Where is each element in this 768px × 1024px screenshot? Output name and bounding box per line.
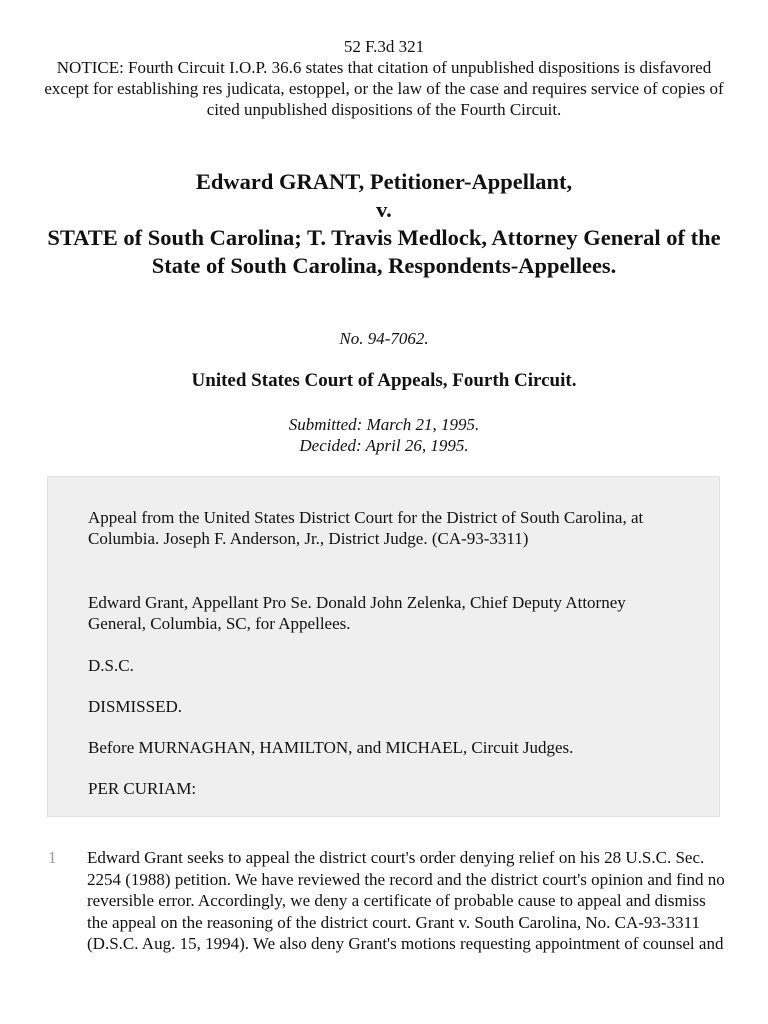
counsel-text: Edward Grant, Appellant Pro Se. Donald John Zelenka, Chief Deputy Attorney General, Columbia, SC, for Appellees. <box>88 593 626 633</box>
court-name: United States Court of Appeals, Fourth Circuit. <box>191 370 577 391</box>
per-curiam-label: PER CURIAM: <box>88 779 197 798</box>
versus-label: v. <box>376 197 392 222</box>
appellant-name: Edward GRANT, Petitioner-Appellant, <box>195 169 573 194</box>
unpublished-notice: NOTICE: Fourth Circuit I.O.P. 36.6 states that citation of unpublished dispositions is disfavored except for establishing res judicata, estoppel, or the law of the case and requires service of copies of cited unpublished dispositions of the Fourth Circuit. <box>44 58 724 119</box>
opinion-paragraph: Edward Grant seeks to appeal the district court's order denying relief on his 28 U.S.C. Sec. 2254 (1988) petition. We have reviewed the record and the district court's opinion and find no reversible error. Accordingly, we deny a certificate of probable cause to appeal and dismiss the appeal on the reasoning of the district court. Grant v. South Carolina, No. CA-93-3311 (D.S.C. Aug. 15, 1994). We also deny Grant's motions requesting appointment of counsel and <box>87 848 725 953</box>
docket-number: No. 94-7062. <box>339 329 429 348</box>
panel-text: Before MURNAGHAN, HAMILTON, and MICHAEL, Circuit Judges. <box>88 738 574 757</box>
appellees-name: STATE of South Carolina; T. Travis Medlock, Attorney General of the State of South Carolina, Respondents-Appellees. <box>47 225 721 278</box>
case-summary-box <box>47 476 720 817</box>
decision-dates <box>40 414 728 456</box>
decided-date: Decided: April 26, 1995. <box>299 436 469 455</box>
appeal-from-text: Appeal from the United States District Court for the District of South Carolina, at Columbia. Joseph F. Anderson, Jr., District Judge. (CA-93-3311) <box>88 508 644 548</box>
paragraph-number: 1 <box>48 848 57 867</box>
lower-court-text: D.S.C. <box>88 656 134 675</box>
submitted-date: Submitted: March 21, 1995. <box>288 415 480 434</box>
disposition-text: DISMISSED. <box>88 697 182 716</box>
document-header <box>40 36 728 120</box>
case-caption <box>40 168 728 280</box>
case-citation: 52 F.3d 321 <box>343 37 425 56</box>
